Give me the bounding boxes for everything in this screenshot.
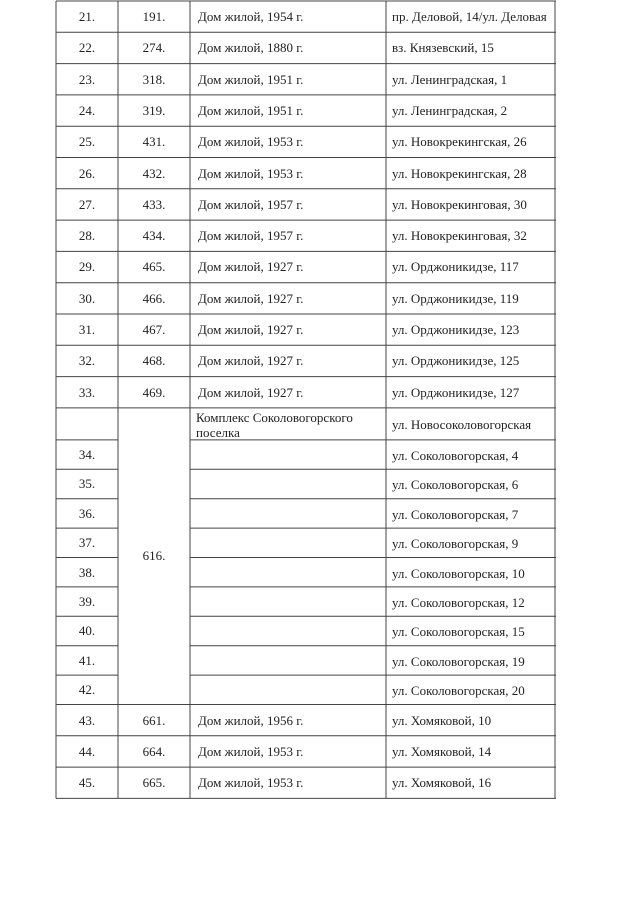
row-number: 27.	[78, 196, 96, 212]
row-number: 38.	[78, 564, 96, 580]
object-address: ул. Соколовогорская, 20	[392, 683, 525, 699]
object-name: Дом жилой, 1954 г.	[198, 9, 304, 24]
object-address: ул. Соколовогорская, 10	[392, 565, 525, 581]
row-number: 37.	[78, 535, 96, 551]
object-address: ул. Орджоникидзе, 125	[392, 353, 520, 369]
object-name: Дом жилой, 1927 г.	[198, 259, 304, 275]
row-number: 29.	[78, 259, 96, 275]
object-address: ул. Орджоникидзе, 127	[392, 384, 520, 400]
complex-name: Комплекс Соколовогорского поселка	[196, 409, 353, 440]
row-number: 23.	[78, 71, 96, 87]
row-number: 21.	[78, 9, 96, 24]
object-name: Дом жилой, 1927 г.	[198, 290, 304, 306]
register-code: 433.	[142, 196, 166, 212]
object-address: ул. Хомяковой, 10	[392, 712, 492, 728]
register-code: 432.	[142, 165, 166, 181]
row-number: 40.	[78, 623, 96, 639]
object-name: Дом жилой, 1951 г.	[198, 71, 304, 87]
register-code: 465.	[142, 259, 166, 275]
row-number: 31.	[78, 322, 96, 337]
register-code: 665.	[142, 775, 166, 791]
row-number: 25.	[78, 134, 96, 150]
object-name: Дом жилой, 1956 г.	[198, 712, 304, 728]
object-name: Дом жилой, 1957 г.	[198, 196, 304, 212]
object-address: ул. Соколовогорская, 19	[392, 653, 525, 669]
object-address: ул. Новокрекинговая, 30	[392, 196, 527, 212]
object-address: ул. Ленинградская, 1	[392, 71, 508, 87]
object-address: ул. Соколовогорская, 12	[392, 594, 525, 610]
object-name: Дом жилой, 1953 г.	[198, 134, 304, 150]
register-code: 431.	[142, 134, 166, 150]
row-number: 24.	[78, 102, 96, 118]
register-code: 469.	[142, 384, 166, 400]
object-address: ул. Новокрекингская, 28	[392, 165, 527, 181]
object-address: ул. Орджоникидзе, 119	[392, 290, 519, 306]
row-number: 39.	[78, 593, 96, 609]
row-number: 22.	[78, 40, 96, 56]
row-number: 41.	[78, 652, 96, 668]
monuments-table	[56, 0, 556, 842]
object-address: ул. Соколовогорская, 4	[392, 447, 519, 463]
object-address: вз. Князевский, 15	[392, 40, 494, 56]
object-address: ул. Хомяковой, 16	[392, 775, 492, 791]
object-name: Дом жилой, 1953 г.	[198, 775, 304, 791]
object-address: ул. Орджоникидзе, 117	[392, 259, 519, 275]
object-address: ул. Соколовогорская, 7	[392, 506, 519, 522]
register-code: 661.	[142, 712, 166, 728]
object-name: Дом жилой, 1957 г.	[198, 228, 304, 244]
row-number: 32.	[78, 353, 96, 369]
object-name: Дом жилой, 1880 г.	[198, 40, 304, 56]
object-name: Дом жилой, 1927 г.	[198, 353, 304, 369]
object-name: Дом жилой, 1927 г.	[198, 384, 304, 400]
row-number: 44.	[78, 743, 96, 759]
row-number: 30.	[78, 290, 96, 306]
object-address: ул. Орджоникидзе, 123	[392, 322, 520, 337]
object-address: ул. Соколовогорская, 9	[392, 536, 519, 552]
object-address: ул. Соколовогорская, 15	[392, 624, 525, 640]
row-number: 43.	[78, 712, 96, 728]
object-name: Дом жилой, 1953 г.	[198, 743, 304, 759]
row-number: 26.	[78, 165, 96, 181]
row-number: 42.	[78, 682, 96, 698]
register-code: 468.	[142, 353, 166, 369]
register-code: 466.	[142, 290, 166, 306]
row-number: 35.	[78, 476, 96, 492]
row-number: 33.	[78, 384, 96, 400]
object-name: Дом жилой, 1951 г.	[198, 102, 304, 118]
row-number: 36.	[78, 505, 96, 521]
object-address: ул. Соколовогорская, 6	[392, 477, 519, 493]
register-code: 274.	[142, 40, 166, 56]
object-address: ул. Новосоколовогорская	[392, 416, 532, 432]
register-code: 467.	[142, 322, 166, 337]
object-address: ул. Хомяковой, 14	[392, 743, 492, 759]
object-address: ул. Новокрекингская, 26	[392, 134, 527, 150]
row-number: 28.	[78, 228, 96, 244]
object-address: ул. Новокрекинговая, 32	[392, 228, 527, 244]
register-code: 319.	[142, 102, 166, 118]
row-number: 34.	[78, 446, 96, 462]
register-code: 434.	[142, 228, 166, 244]
register-code: 664.	[142, 743, 166, 759]
register-code: 318.	[142, 71, 166, 87]
object-address: пр. Деловой, 14/ул. Деловая	[392, 9, 547, 24]
register-code: 191.	[142, 9, 166, 24]
register-code: 616.	[142, 548, 166, 564]
row-number: 45.	[78, 775, 96, 791]
object-address: ул. Ленинградская, 2	[392, 102, 508, 118]
object-name: Дом жилой, 1953 г.	[198, 165, 304, 181]
object-name: Дом жилой, 1927 г.	[198, 322, 304, 337]
